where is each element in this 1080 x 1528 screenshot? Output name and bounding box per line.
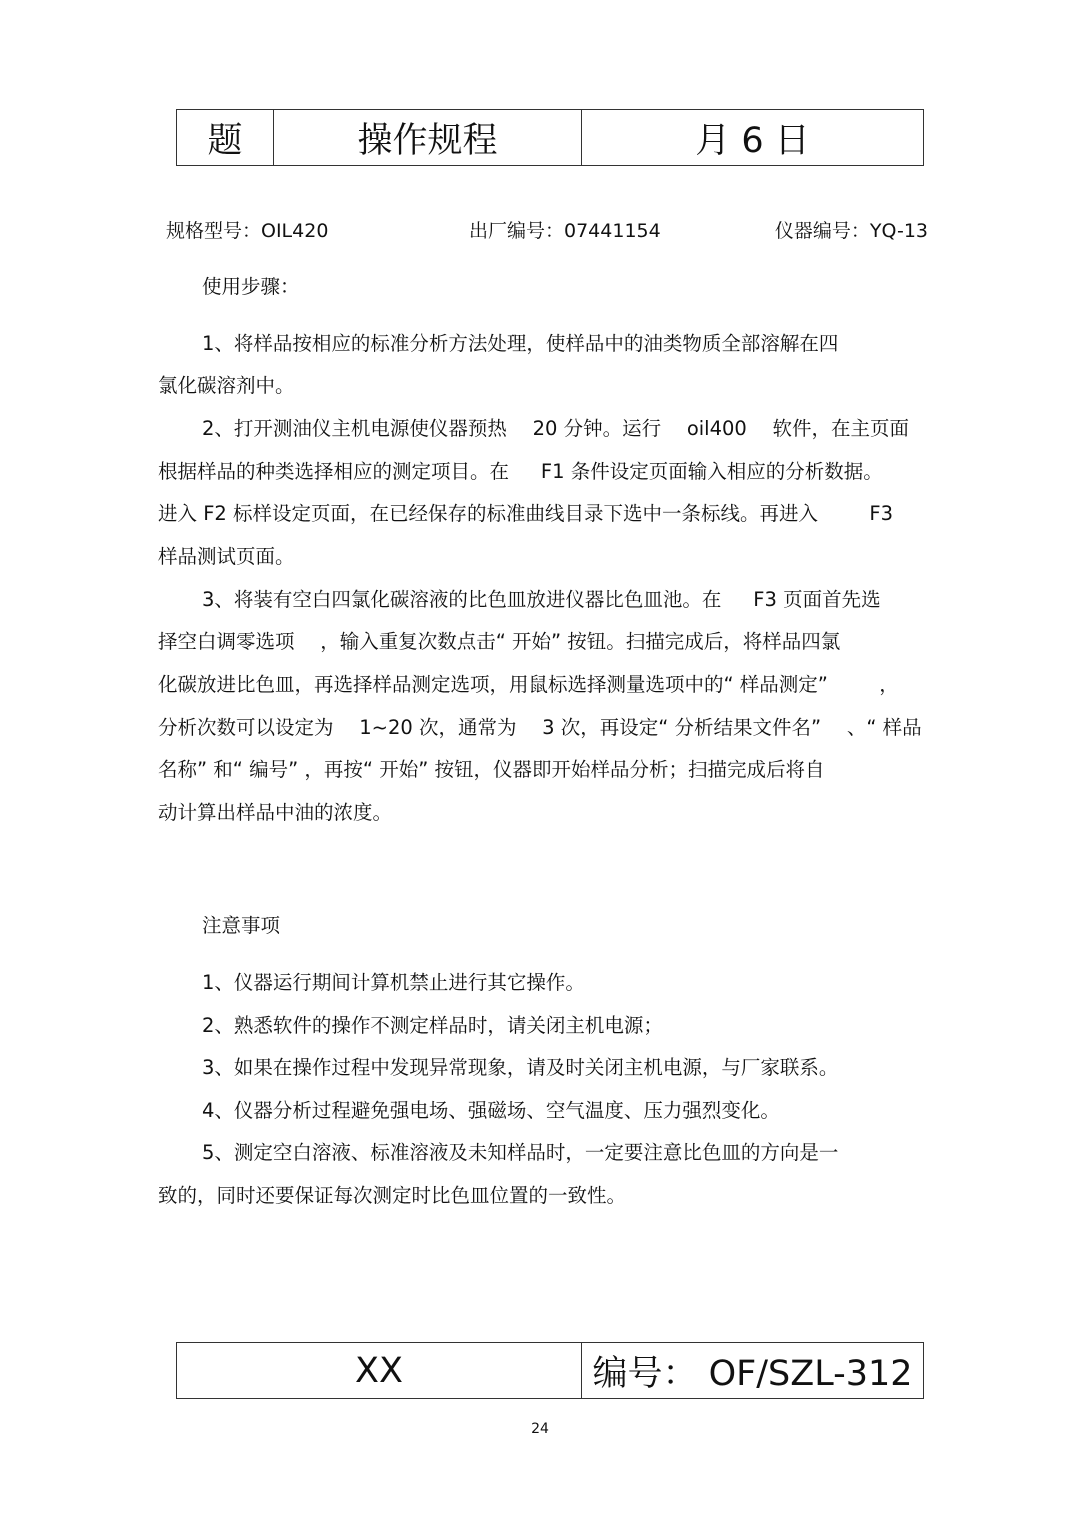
header-procedure-cell: 操作规程 (274, 110, 582, 165)
footer-code-cell: 编号： OF/SZL-312 (592, 1353, 913, 1394)
step-line: 动计算出样品中油的浓度。 (158, 801, 393, 824)
step-line: 样品测试页面。 (158, 545, 295, 568)
step-line: 3、将装有空白四氯化碳溶液的比色皿放进仪器比色皿池。在 F3 页面首先选 (202, 588, 881, 611)
note-line: 1、仪器运行期间计算机禁止进行其它操作。 (202, 971, 585, 994)
note-line: 致的，同时还要保证每次测定时比色皿位置的一致性。 (158, 1184, 627, 1207)
note-line: 2、熟悉软件的操作不测定样品时，请关闭主机电源； (202, 1014, 663, 1037)
header-title-cell: 题 (177, 110, 274, 165)
spec-row (166, 216, 928, 244)
header-table (176, 109, 924, 166)
step-line: 1、将样品按相应的标准分析方法处理，使样品中的油类物质全部溶解在四 (202, 332, 839, 355)
step-line: 择空白调零选项 ，输入重复次数点击“ 开始” 按钮。扫描完成后，将样品四氯 (158, 630, 841, 653)
footer-company-cell: XX (177, 1343, 582, 1398)
footer-table (176, 1342, 924, 1399)
notes-heading: 注意事项 (202, 914, 281, 937)
step-line: 根据样品的种类选择相应的测定项目。在 F1 条件设定页面输入相应的分析数据。 (158, 460, 883, 483)
step-line: 分析次数可以设定为 1~20 次，通常为 3 次，再设定“ 分析结果文件名” 、“ 样品 (158, 716, 922, 739)
steps-heading: 使用步骤： (202, 275, 300, 298)
instrument-number: 仪器编号：YQ-13 (774, 220, 928, 242)
page-number: 24 (531, 1421, 549, 1437)
step-line: 氯化碳溶剂中。 (158, 374, 295, 397)
factory-number: 出厂编号：07441154 (469, 220, 661, 242)
step-line: 化碳放进比色皿，再选择样品测定选项，用鼠标选择测量选项中的“ 样品测定” ， (158, 673, 899, 696)
note-line: 5、测定空白溶液、标准溶液及未知样品时，一定要注意比色皿的方向是一 (202, 1141, 839, 1164)
step-line: 进入 F2 标样设定页面，在已经保存的标准曲线目录下选中一条标线。再进入 F3 (158, 502, 894, 525)
note-line: 3、如果在操作过程中发现异常现象，请及时关闭主机电源，与厂家联系。 (202, 1056, 839, 1079)
step-line: 名称” 和“ 编号” ，再按“ 开始” 按钮，仪器即开始样品分析；扫描完成后将自 (158, 758, 825, 781)
header-date-cell: 月 6 日 (695, 120, 810, 161)
step-line: 2、打开测油仪主机电源使仪器预热 20 分钟。运行 oil400 软件，在主页面 (202, 417, 909, 440)
model-spec: 规格型号：OIL420 (166, 220, 329, 242)
note-line: 4、仪器分析过程避免强电场、强磁场、空气温度、压力强烈变化。 (202, 1099, 780, 1122)
